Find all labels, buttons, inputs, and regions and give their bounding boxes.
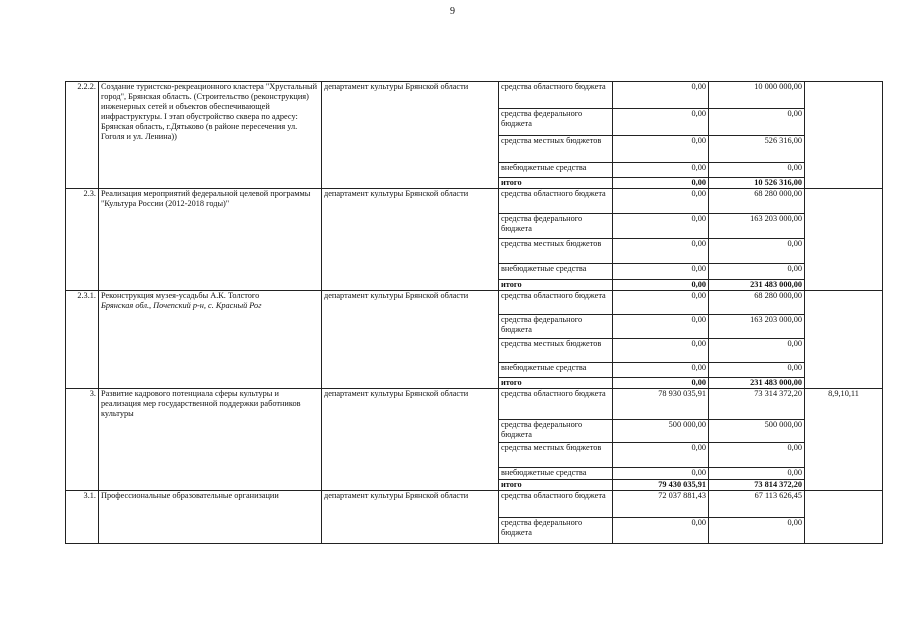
item-name-text: Профессиональные образовательные организации [101, 491, 279, 500]
amount-col1: 0,00 [613, 82, 709, 109]
target-indicators [805, 189, 883, 291]
table-row [66, 491, 883, 518]
item-name-text: Реконструкция музея-усадьбы А.К. Толстого [101, 291, 260, 300]
amount-col2: 0,00 [709, 239, 805, 264]
amount-col2: 0,00 [709, 468, 805, 480]
amount-col2: 10 000 000,00 [709, 82, 805, 109]
item-executor: департамент культуры Брянской области [322, 189, 499, 291]
amount-col1: 0,00 [613, 443, 709, 468]
funding-source: итого [499, 178, 613, 189]
amount-col1: 0,00 [613, 109, 709, 136]
funding-source: средства федерального бюджета [499, 315, 613, 339]
amount-col1: 0,00 [613, 239, 709, 264]
funding-source: средства областного бюджета [499, 82, 613, 109]
funding-source: средства местных бюджетов [499, 443, 613, 468]
item-executor: департамент культуры Брянской области [322, 82, 499, 189]
amount-col2: 0,00 [709, 443, 805, 468]
amount-col1: 78 930 035,91 [613, 389, 709, 420]
table-row [66, 82, 883, 109]
amount-col1: 0,00 [613, 163, 709, 178]
item-name-text: Создание туристско-рекреационного кластера "Хрустальный город", Брянская область. (Строительство (реконструкция) инженерных сетей и объектов обеспечивающей инфраструктуры. I этап обустройство сквера по адресу: Брянская область, г.Дятьково (в районе пересечения ул. Гоголя и ул. Ленина)) [101, 82, 318, 141]
amount-col1: 0,00 [613, 189, 709, 214]
amount-col2: 0,00 [709, 363, 805, 378]
funding-source: средства федерального бюджета [499, 109, 613, 136]
funding-source: средства местных бюджетов [499, 339, 613, 363]
amount-col1: 0,00 [613, 315, 709, 339]
item-number: 3. [66, 389, 99, 491]
item-number: 2.2.2. [66, 82, 99, 189]
amount-col2: 73 314 372,20 [709, 389, 805, 420]
item-name-text: Развитие кадрового потенциала сферы культуры и реализация мер государственной поддержки работников культуры [101, 389, 301, 418]
funding-source: итого [499, 480, 613, 491]
amount-col1: 0,00 [613, 280, 709, 291]
amount-col2: 0,00 [709, 339, 805, 363]
funding-source: средства федерального бюджета [499, 214, 613, 239]
amount-col1: 0,00 [613, 378, 709, 389]
amount-col1: 500 000,00 [613, 420, 709, 443]
funding-source: средства областного бюджета [499, 291, 613, 315]
item-name [99, 189, 322, 291]
funding-source: средства местных бюджетов [499, 136, 613, 163]
funding-source: внебюджетные средства [499, 264, 613, 280]
amount-col1: 0,00 [613, 291, 709, 315]
table-row [66, 291, 883, 315]
amount-col2: 67 113 626,45 [709, 491, 805, 518]
amount-col2: 68 280 000,00 [709, 291, 805, 315]
funding-source: итого [499, 378, 613, 389]
target-indicators: 8,9,10,11 [805, 389, 883, 491]
funding-source: средства федерального бюджета [499, 420, 613, 443]
amount-col2: 10 526 316,00 [709, 178, 805, 189]
amount-col1: 0,00 [613, 468, 709, 480]
target-indicators [805, 291, 883, 389]
funding-source: средства областного бюджета [499, 389, 613, 420]
item-executor: департамент культуры Брянской области [322, 491, 499, 544]
amount-col2: 231 483 000,00 [709, 280, 805, 291]
amount-col2: 231 483 000,00 [709, 378, 805, 389]
item-name [99, 491, 322, 544]
budget-table [65, 81, 883, 544]
funding-source: средства федерального бюджета [499, 518, 613, 544]
target-indicators [805, 82, 883, 189]
item-number: 2.3.1. [66, 291, 99, 389]
amount-col1: 0,00 [613, 518, 709, 544]
funding-source: внебюджетные средства [499, 363, 613, 378]
amount-col1: 79 430 035,91 [613, 480, 709, 491]
target-indicators [805, 491, 883, 544]
amount-col2: 73 814 372,20 [709, 480, 805, 491]
amount-col1: 0,00 [613, 136, 709, 163]
amount-col1: 0,00 [613, 264, 709, 280]
amount-col2: 163 203 000,00 [709, 315, 805, 339]
amount-col2: 0,00 [709, 109, 805, 136]
amount-col1: 0,00 [613, 178, 709, 189]
funding-source: внебюджетные средства [499, 163, 613, 178]
funding-source: средства местных бюджетов [499, 239, 613, 264]
amount-col1: 0,00 [613, 214, 709, 239]
funding-source: средства областного бюджета [499, 189, 613, 214]
funding-source: итого [499, 280, 613, 291]
amount-col1: 0,00 [613, 363, 709, 378]
item-number: 3.1. [66, 491, 99, 544]
amount-col1: 72 037 881,43 [613, 491, 709, 518]
item-name [99, 291, 322, 389]
amount-col2: 0,00 [709, 264, 805, 280]
amount-col2: 163 203 000,00 [709, 214, 805, 239]
amount-col2: 68 280 000,00 [709, 189, 805, 214]
item-name-text: Реализация мероприятий федеральной целевой программы "Культура России (2012-2018 годы)" [101, 189, 311, 208]
item-executor: департамент культуры Брянской области [322, 291, 499, 389]
funding-source: средства областного бюджета [499, 491, 613, 518]
item-name [99, 82, 322, 189]
item-number: 2.3. [66, 189, 99, 291]
table-row [66, 389, 883, 420]
item-executor: департамент культуры Брянской области [322, 389, 499, 491]
item-name [99, 389, 322, 491]
amount-col2: 500 000,00 [709, 420, 805, 443]
amount-col1: 0,00 [613, 339, 709, 363]
amount-col2: 0,00 [709, 163, 805, 178]
amount-col2: 0,00 [709, 518, 805, 544]
funding-source: внебюджетные средства [499, 468, 613, 480]
amount-col2: 526 316,00 [709, 136, 805, 163]
table-row [66, 189, 883, 214]
item-location: Брянская обл., Почепский р-н, с. Красный Рог [101, 301, 262, 310]
page-number: 9 [450, 6, 455, 17]
